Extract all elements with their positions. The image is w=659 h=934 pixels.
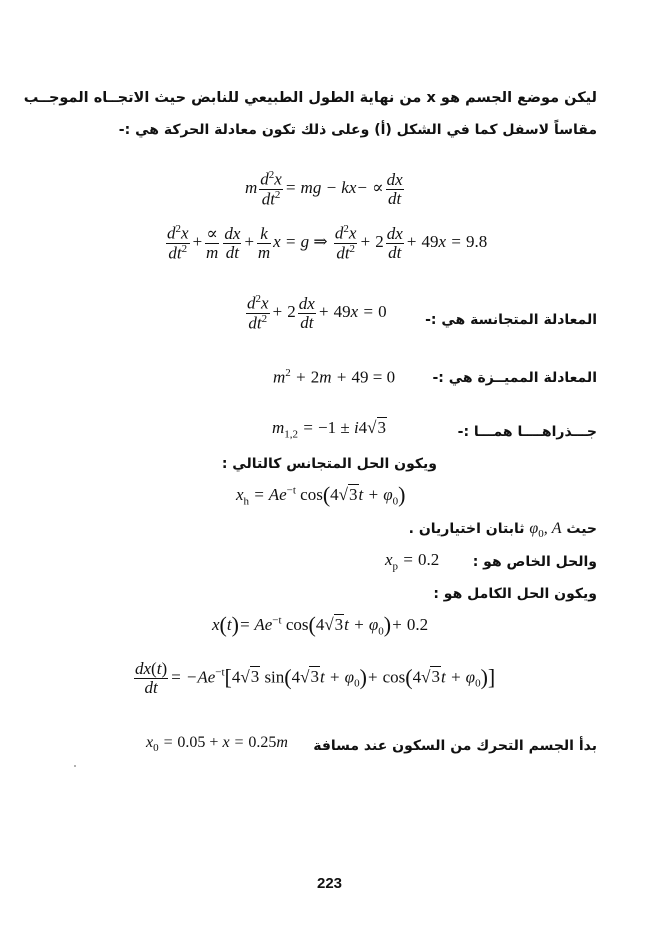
equation-derivative: $\frac{dx(t)}{dt}$ = $-Ae^{-t}[4√3$ $\sin(4√3t + \varphi_0)+ \cos(4√3t + \varphi_0)$] <box>135 659 496 697</box>
equation-homog-solution: $x_h = Ae^{-t}$ $\cos(4√3t + \varphi_0)$ <box>236 482 406 508</box>
page-number: 223 <box>316 875 343 892</box>
equation-characteristic: $m^2 + 2m + 49 = 0$ <box>273 367 396 387</box>
equation-motion-normalized: $\frac{d^2x}{dt^2}$ + $\frac{\propto}{m}$ $\frac{dx}{dt}$ + $\frac{k}{m}$ x = g ⇒ $\frac{d^2x}{dt^2}$ + 2 $\frac{dx}{dt}$ + 49x = 9.8 <box>167 223 488 263</box>
equation-general: $x(t)= Ae^{-t}$ $\cos(4√3t + \varphi_0)+ 0.2$ <box>212 612 429 638</box>
label-homog-solution: ويكون الحل المتجانس كالتالي : <box>221 456 437 472</box>
text-line-1: ليكن موضع الجسم هو x من نهاية الطول الطبيعي للنابض حيث الاتجــاه الموجــب <box>23 90 597 106</box>
text-line-2: مقاساً لاسفل كما في الشكل (أ) وعلى ذلك تكون معادلة الحركة هي :- <box>118 122 597 138</box>
equation-particular: $x_p = 0.2$ <box>385 550 440 573</box>
label-constants <box>409 520 597 540</box>
label-particular: والحل الخاص هو : <box>472 554 597 570</box>
label-characteristic: المعادلة المميــزة هي :- <box>432 370 597 386</box>
equation-motion: m $\frac{d^2x}{dt^2}$ = mg − kx− ∝ $\frac{dx}{dt}$ <box>245 169 403 209</box>
label-roots: جـــذراهــــا همـــا :- <box>457 424 597 440</box>
label-homogeneous: المعادلة المتجانسة هي :- <box>425 312 597 328</box>
label-constants-desc: ثابتان اختياريان . <box>408 521 525 537</box>
label-constants-where: حيث <box>566 521 597 537</box>
equation-roots: $m_{1,2} = -1 \pm i4√3$ <box>272 418 387 441</box>
equation-start: $x_0 = 0.05 + x = 0.25m$ <box>146 734 288 755</box>
equation-homogeneous: $\frac{d^2x}{dt^2}$ + 2 $\frac{dx}{dt}$ + 49x = 0 <box>247 293 387 333</box>
constants-symbols: $\varphi_0$, A <box>529 520 562 541</box>
scan-dot <box>74 765 76 767</box>
label-general: ويكون الحل الكامل هو : <box>433 586 597 602</box>
label-start: بدأ الجسم التحرك من السكون عند مسافة <box>313 738 597 754</box>
